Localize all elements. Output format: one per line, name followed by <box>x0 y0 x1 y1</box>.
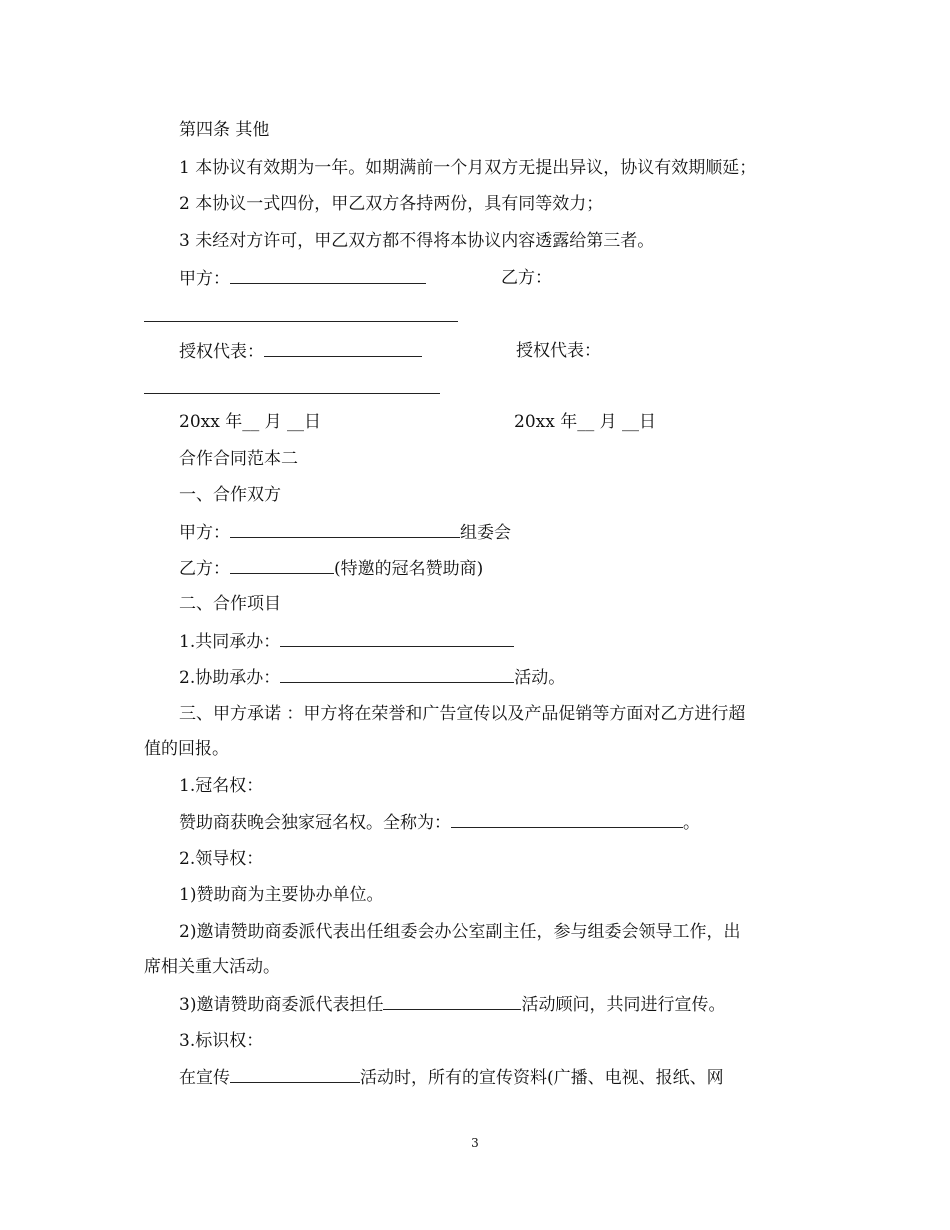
date-a: 20xx 年__ 月 __日 <box>179 412 322 432</box>
leadership-item-3-prefix: 3)邀请赞助商委派代表担任 <box>179 995 384 1015</box>
party-a-label: 甲方： <box>179 269 230 289</box>
party-a-signature-row <box>179 267 426 290</box>
s1-party-a-label: 甲方： <box>179 523 230 543</box>
leadership-item-3-suffix: 活动顾问，共同进行宣传。 <box>521 995 726 1015</box>
rep-a-label: 授权代表： <box>179 342 264 362</box>
leadership-title: 2.领导权： <box>179 849 264 869</box>
article4-title: 第四条 其他 <box>179 120 270 140</box>
article4-item-1: 1 本协议有效期为一年。如期满前一个月双方无提出异议，协议有效期顺延； <box>179 158 757 178</box>
co-host-row <box>179 630 514 653</box>
s1-party-a-row <box>179 521 511 544</box>
naming-row <box>179 811 700 834</box>
assist-row <box>179 666 565 689</box>
rep-b-label: 授权代表： <box>516 341 601 361</box>
logo-text-prefix: 在宣传 <box>179 1068 230 1088</box>
co-host-label: 1.共同承办： <box>179 632 281 652</box>
co-host-blank <box>280 630 514 647</box>
logo-text-suffix: 活动时，所有的宣传资料(广播、电视、报纸、网 <box>360 1068 724 1088</box>
s1-party-a-suffix: 组委会 <box>460 523 511 543</box>
logo-blank <box>230 1066 360 1083</box>
s1-party-b-blank <box>230 557 334 574</box>
party-b-label: 乙方： <box>501 268 552 288</box>
section3-line-2: 值的回报。 <box>144 739 229 759</box>
rep-b-blank <box>144 393 440 394</box>
template2-title: 合作合同范本二 <box>179 449 298 469</box>
leadership-item-1: 1)赞助商为主要协办单位。 <box>179 885 384 905</box>
s1-party-a-blank <box>230 521 460 538</box>
naming-title: 1.冠名权： <box>179 776 264 796</box>
page-number: 3 <box>471 1136 479 1150</box>
section2-title: 二、合作项目 <box>179 594 281 614</box>
date-b: 20xx 年__ 月 __日 <box>514 412 657 432</box>
rep-a-blank <box>264 340 422 357</box>
party-a-blank <box>230 267 426 284</box>
leadership-item-3-row <box>179 993 725 1016</box>
s1-party-b-suffix: (特邀的冠名赞助商) <box>334 559 484 579</box>
assist-blank <box>280 666 514 683</box>
assist-suffix: 活动。 <box>514 668 566 688</box>
logo-title: 3.标识权： <box>179 1031 264 1051</box>
leadership-item-2-line-2: 席相关重大活动。 <box>144 957 280 977</box>
leadership-item-3-blank <box>383 993 521 1010</box>
party-b-blank <box>144 321 458 322</box>
logo-row <box>179 1066 724 1089</box>
leadership-item-2-line-1: 2)邀请赞助商委派代表出任组委会办公室副主任，参与组委会领导工作，出 <box>179 922 741 942</box>
rep-a-row <box>179 340 422 363</box>
section1-title: 一、合作双方 <box>179 485 281 505</box>
article4-item-3: 3 未经对方许可，甲乙双方都不得将本协议内容透露给第三者。 <box>179 231 655 251</box>
section3-line-1: 三、甲方承诺 ：甲方将在荣誉和广告宣传以及产品促销等方面对乙方进行超 <box>179 704 746 724</box>
s1-party-b-row <box>179 557 483 580</box>
assist-label: 2.协助承办： <box>179 668 281 688</box>
s1-party-b-label: 乙方： <box>179 559 230 579</box>
naming-text: 赞助商获晚会独家冠名权。全称为： <box>179 813 451 833</box>
naming-blank <box>451 811 683 828</box>
article4-item-2: 2 本协议一式四份，甲乙双方各持两份，具有同等效力； <box>179 194 604 214</box>
naming-suffix: 。 <box>683 813 700 833</box>
